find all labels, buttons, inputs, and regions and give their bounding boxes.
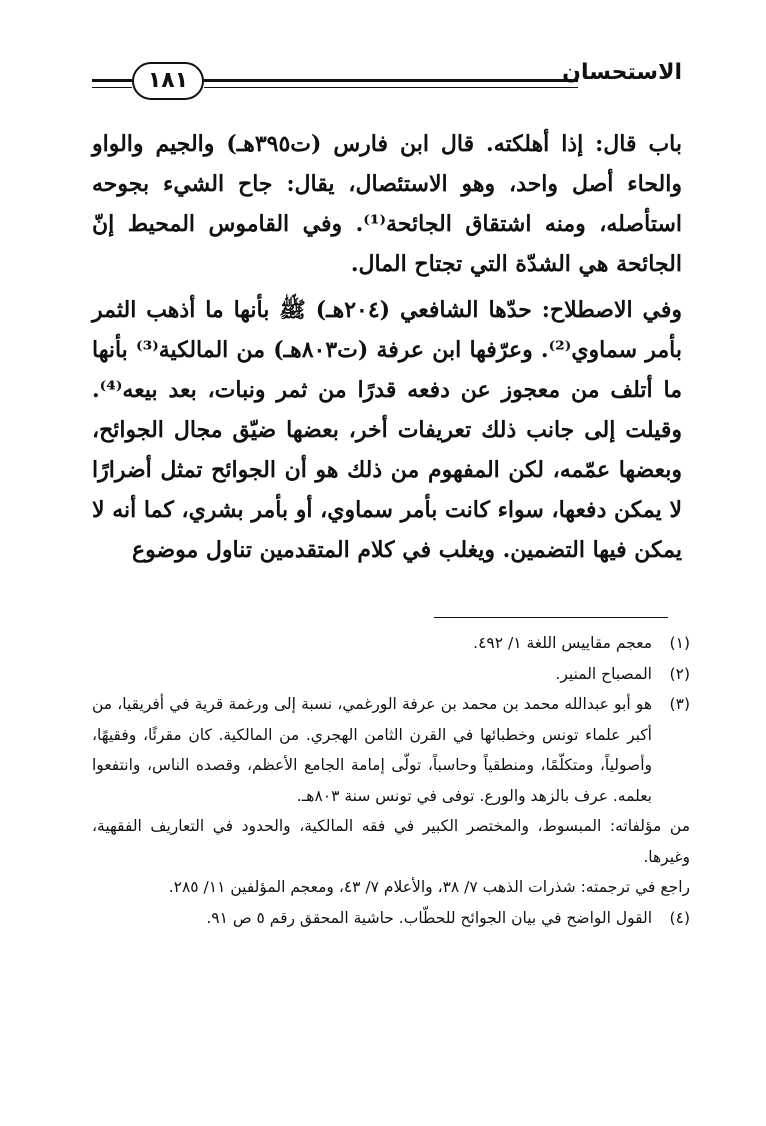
footnote-number: (٣) xyxy=(669,695,690,713)
page-header xyxy=(92,56,682,104)
page-number: ١٨١ xyxy=(132,62,204,100)
footnote-text: القول الواضح في بيان الجوائح للحطّاب. حاشية المحقق رقم ٥ ص ٩١. xyxy=(206,908,652,927)
header-rule xyxy=(204,79,578,88)
footnote-1 xyxy=(92,628,690,659)
paragraph-1: باب قال: إذا أهلكته. قال ابن فارس (ت٣٩٥هـ) والجيم والواو والحاء أصل واحد، وهو الاستئصال، يقال: جاح الشيء بجوحه استأصله، ومنه اشتقاق الجائحة⁽¹⁾. وفي القاموس المحيط إنّ الجائحة هي الشدّة التي تجتاح المال. xyxy=(92,131,682,277)
footnote-number: (٢) xyxy=(669,664,690,683)
paragraph-2: وفي الاصطلاح: حدّها الشافعي (٢٠٤هـ) ﷺ بأنها ما أذهب الثمر بأمر سماوي⁽²⁾. وعرّفها ابن عرفة (ت٨٠٣هـ) من المالكية⁽³⁾ بأنها ما أتلف من معجوز عن دفعه قدرًا من ثمر ونبات، بعد بيعه⁽⁴⁾. وقيلت إلى جانب ذلك تعريفات أخر، بعضها ضيّق مجال الجوائح، وبعضها عمّمه، لكن المفهوم من ذلك هو أن الجوائح تمثل أضرارًا لا يمكن دفعها، سواء كانت بأمر سماوي، أو بأمر بشري، كما أنه لا يمكن فيها التضمين. ويغلب في كلام المتقدمين تناول موضوع xyxy=(92,297,682,563)
footnote-number: (١) xyxy=(669,634,690,652)
footnote-4 xyxy=(92,903,690,934)
header-rule-left xyxy=(92,79,132,88)
footnote-separator xyxy=(434,617,668,618)
running-title: الاستحسان xyxy=(562,60,682,85)
footnote-3-references: راجع في ترجمته: شذرات الذهب ٧/ ٣٨، والأعلام ٧/ ٤٣، ومعجم المؤلفين ١١/ ٢٨٥. xyxy=(168,878,690,896)
footnote-text: المصباح المنير. xyxy=(555,664,652,683)
main-text xyxy=(92,124,682,576)
footnotes xyxy=(92,628,690,933)
footnote-text: هو أبو عبدالله محمد بن محمد بن عرفة الورغمي، نسبة إلى ورغمة قرية في أفريقيا، من أكبر علماء تونس وخطبائها في القرن الثامن الهجري. من المالكية. كان مقرئًا، وفقيهًا، وأصولياً، ومتكلّمًا، ومنطقياً وحاسباً، تولّى إمامة الجامع الأعظم، وقصده الناس، وانتفعوا بعلمه. عرف بالزهد والورع. توفى في تونس سنة ٨٠٣هـ. xyxy=(92,695,652,805)
footnote-3 xyxy=(92,689,690,811)
footnote-number: (٤) xyxy=(669,908,690,927)
footnote-2 xyxy=(92,659,690,690)
footnote-3-works: من مؤلفاته: المبسوط، والمختصر الكبير في فقه المالكية، والحدود في التعاريف الفقهية، وغيرها. xyxy=(92,817,690,866)
footnote-text: معجم مقاييس اللغة ١/ ٤٩٢. xyxy=(473,634,652,652)
